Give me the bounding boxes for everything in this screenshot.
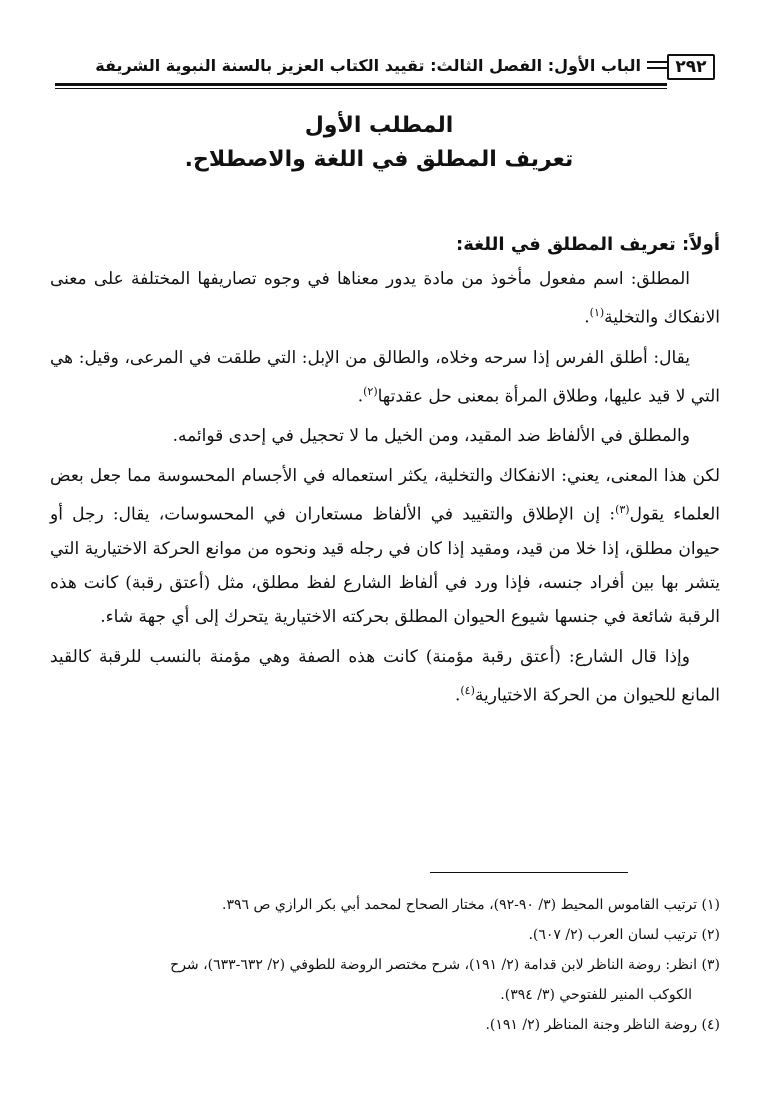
paragraph-tail: .	[454, 685, 461, 706]
footnote-ref: (٢)	[363, 384, 378, 398]
footnote-continuation: الكوكب المنير للفتوحي (٣/ ٣٩٤).	[500, 987, 692, 1003]
paragraph-text: والمطلق في الألفاظ ضد المقيد، ومن الخيل ما لا تحجيل في إحدى قوائمه.	[172, 426, 690, 447]
section-title: المطلب الأول	[304, 113, 454, 138]
paragraph-tail: .	[357, 386, 364, 407]
paragraph	[50, 459, 720, 634]
running-title: الباب الأول: الفصل الثالث: تقييد الكتاب العزيز بالسنة النبوية الشريفة	[95, 56, 641, 75]
page-number: ٢٩٢	[667, 54, 715, 80]
paragraph-tail: : إن الإطلاق والتقييد في الألفاظ مستعاران في المحسوسات، يقال: رجل أو حيوان مطلق، إذا خلا من قيد، ومقيد إذا كان في رجله قيد ونحوه من موانع الحركة الاختيارية التي يتشر بها بين أفراد جنسه، فإذا ورد في ألفاظ الشارع لفظ مطلق، مثل (أعتق رقبة) كانت هذه الرقبة شائعة في جنسها شيوع الحيوان المطلق بحركته الاختيارية يتحرك إلى أي جهة شاء.	[50, 504, 720, 627]
paragraph-text: يقال: أطلق الفرس إذا سرحه وخلاه، والطالق من الإبل: التي طلقت في المرعى، وقيل: هي التي لا قيد عليها، وطلاق المرأة بمعنى حل عقدتها	[50, 347, 720, 407]
footnote: (٣) انظر: روضة الناظر لابن قدامة (٢/ ١٩١)، شرح مختصر الروضة للطوفي (٢/ ٦٣٢-٦٣٣)، شرح	[170, 957, 720, 973]
paragraph	[50, 640, 720, 713]
footnote-ref: (٤)	[460, 683, 475, 697]
paragraph	[50, 419, 720, 453]
running-header	[55, 50, 715, 90]
footnote: (٤) روضة الناظر وجنة المناظر (٢/ ١٩١).	[485, 1017, 720, 1033]
paragraph	[50, 341, 720, 414]
header-ornament	[647, 61, 667, 69]
footnote: (٢) ترتيب لسان العرب (٢/ ٦٠٧).	[528, 927, 720, 943]
section-titles	[0, 110, 758, 178]
footnote-ref: (٣)	[615, 503, 630, 517]
header-rule-thin	[55, 88, 667, 89]
footnote-separator	[430, 872, 628, 873]
footnotes	[60, 890, 720, 1040]
header-rule	[55, 83, 667, 86]
body-text	[50, 228, 720, 719]
subheading: أولاً: تعريف المطلق في اللغة:	[456, 234, 720, 255]
paragraph-text: المطلق: اسم مفعول مأخوذ من مادة يدور معناها في وجوه تصاريفها المختلفة على معنى الانفكاك والتخلية	[50, 269, 720, 328]
paragraph-text: وإذا قال الشارع: (أعتق رقبة مؤمنة) كانت هذه الصفة وهي مؤمنة بالنسب للرقبة كالقيد المانع للحيوان من الحركة الاختيارية	[50, 646, 720, 706]
footnote: (١) ترتيب القاموس المحيط (٣/ ٩٠-٩٢)، مختار الصحاح لمحمد أبي بكر الرازي ص ٣٩٦.	[222, 897, 720, 913]
paragraph-tail: .	[584, 307, 590, 328]
footnote-ref: (١)	[589, 306, 605, 319]
section-subject-title: تعريف المطلق في اللغة والاصطلاح.	[184, 147, 574, 172]
paragraph	[50, 262, 720, 335]
paragraph-text: لكن هذا المعنى، يعني: الانفكاك والتخلية، يكثر استعماله في الأجسام المحسوسة مما جعل بعض العلماء يقول	[50, 466, 720, 525]
